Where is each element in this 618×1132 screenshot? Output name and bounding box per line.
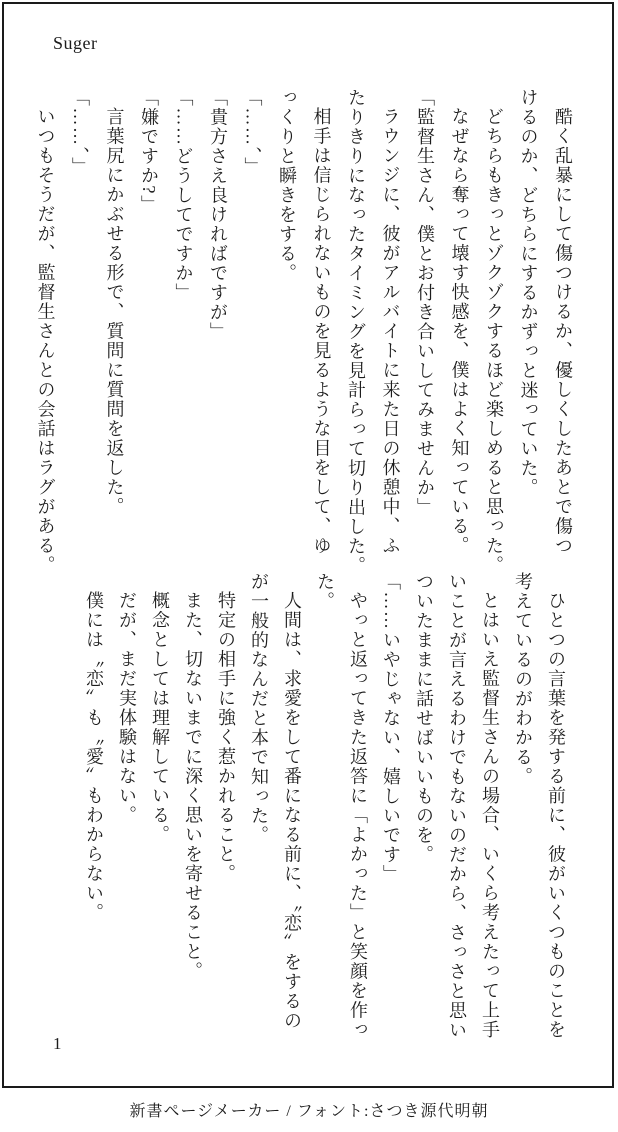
text-line: ひとつの言葉を発する前に、彼がいくつものことを [546,591,566,1040]
footer-credit: 新書ページメーカー / フォント:さつき源代明朝 [129,1103,489,1120]
text-line: やっと返ってきた返答に「よかった」と笑顔を作っ [348,591,368,1040]
text-line: 言葉尻にかぶせる形で、質問に質問を返した。 [104,107,125,517]
text-line: 「……、」 [242,88,263,177]
text-line: ラウンジに、彼がアルバイトに来た日の休憩中、ふ [380,107,401,556]
text-line: たりきりになったタイミングを見計らって切り出した。 [346,88,366,576]
text-line: 概念としては理解している。 [150,591,170,845]
text-line: 考えているのがわかる。 [513,572,533,787]
text-block-bottom [77,572,572,1042]
text-line: 人間は、求愛をして番になる前に、〝恋〟をするの [282,591,302,1031]
text-line: 「……いやじゃない、嬉しいです」 [381,572,401,884]
text-line: 「嫌ですか?」 [139,88,159,215]
text-line: どちらもきっとゾクゾクするほど楽しめると思った。 [484,107,504,575]
text-line: いことが言えるわけでもないのだから、さっさと思い [447,572,467,1040]
text-line: た。 [315,572,335,611]
text-line: っくりと瞬きをする。 [277,88,297,283]
text-line: ついたままに話せばいいものを。 [414,572,434,865]
text-line: なぜなら奪って壊す快感を、僕はよく知っている。 [449,107,470,556]
text-block-top [28,88,580,576]
text-line: 僕には〝恋〟も〝愛〟もわからない。 [84,591,104,923]
text-line: が一般的なんだと本で知った。 [249,572,269,845]
text-line: 「……どうしてですか」 [173,88,194,303]
text-line: また、切ないまでに深く思いを寄せること。 [183,591,203,981]
page-title: Suger [53,33,98,53]
page-number: 1 [53,1034,62,1053]
text-line: けるのか、どちらにするかずっと迷っていた。 [518,88,539,498]
text-line: とはいえ監督生さんの場合、いくら考えたって上手 [480,591,500,1040]
text-line: 相手は信じられないものを見るような目をして、ゆ [311,107,332,556]
text-line: いつもそうだが、監督生さんとの会話はラグがある。 [35,107,56,575]
text-line: 「貴方さえ良ければですが」 [208,88,228,342]
text-line: 酷く乱暴にして傷つけるか、優しくしたあとで傷つ [553,107,573,556]
text-line: 「監督生さん、僕とお付き合いしてみませんか」 [415,88,435,517]
text-line: 「……、」 [70,88,90,177]
text-line: だが、まだ実体験はない。 [117,591,137,825]
text-line: 特定の相手に強く惹かれること。 [216,591,236,884]
